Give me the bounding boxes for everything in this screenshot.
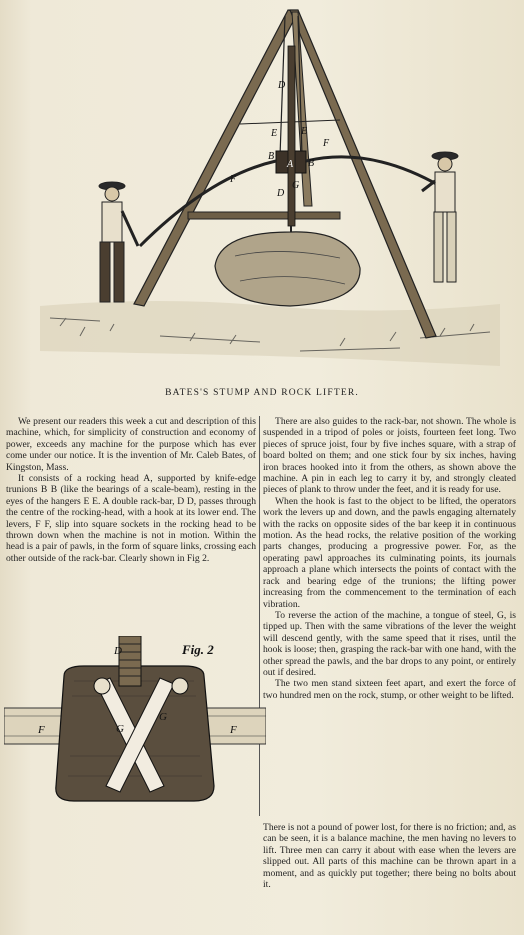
fig2-label-f-left: F: [38, 724, 45, 736]
label-g: G: [292, 180, 300, 191]
fig2-label-g-left: G: [116, 723, 124, 735]
fig2-label-g-right: G: [159, 711, 167, 723]
left-paragraph-1: We present our readers this week a cut and description of this machine, which, for simplicity of construction and economy of power, exceeds any machine for the purpose which has ever come under our notice. It is the invention of Mr. Caleb Bates, of Kingston, Mass.: [6, 416, 256, 473]
right-paragraph-2: When the hook is fast to the object to be lifted, the operators work the levers up and down, and the pawls engaging alternately with the racks on opposite sides of the bar keep it in continuous motion. As the head rocks, the relative position of the working parts changes, producing a progressive power. For, as the operating pawl approaches its culminating points, its journals approach a plane which intersects the points of contact with the rack and bearing edge of the trunions; the lifting power increasing from the commencement to the termination of each vibration.: [263, 495, 516, 610]
closing-paragraph-text: There is not a pound of power lost, for there is no friction; and, as can be seen, it is a balance machine, the men having no levers to lift. Three men can carry it about with ease when the levers are slipped out. All parts of this machine can be thrown apart in a moment, and as quickly put together; there being no bolts about it.: [263, 822, 516, 891]
right-operator-figure: [422, 152, 458, 282]
right-paragraph-3: To reverse the action of the machine, a tongue of steel, G, is tipped up. Then with the same vibrations of the lever the weight will descend gently, with the same speed that it rises, until the hook is loose; then, grasping the rack-bar with one hand, with the other spread the pawls, and the bar drops to any point, or entirely out if desired.: [263, 609, 516, 678]
label-f-left: F: [230, 174, 237, 185]
left-operator-figure: [99, 182, 138, 302]
label-d-lower: D: [277, 188, 285, 199]
right-column: [263, 416, 516, 701]
label-b-left: B: [268, 151, 275, 162]
label-b-right: B: [308, 158, 315, 169]
left-paragraph-2: It consists of a rocking head A, supported by knife-edge trunions B B (like the bearings of a scale-beam), resting in the eyes of the hangers E E. A double rack-bar, D D, passes through the centre of the rocking-head, with a hook at its lower end. The levers, F F, slip into square sockets in the rocking head to be thrown down when the machine is not in motion. Within the head is a pair of pawls, in the form of square links, crossing each other outside of the rack-bar. Clearly shown in Fig 2.: [6, 473, 256, 564]
fig-2-pawl-illustration: [4, 636, 266, 816]
label-f-right: F: [323, 138, 330, 149]
closing-paragraph: [263, 822, 516, 890]
label-a: A: [287, 159, 294, 170]
right-paragraph-1: There are also guides to the rack-bar, not shown. The whole is suspended in a tripod of poles or joists, fourteen feet long. Two pieces of spruce joist, four by five inches square, with a strap of board bolted on them; and one stick four by six inches, having iron braces hooked into it from the others, as shown above the machine. A pin in each leg to carry it by, and strongly cleated pieces of plank to throw under the feet, and it is ready for use.: [263, 416, 516, 496]
label-e-left: E: [271, 128, 278, 139]
fig2-title: Fig. 2: [182, 642, 214, 657]
fig2-label-f-right: F: [230, 724, 237, 736]
label-e-right: E: [301, 126, 308, 137]
stump-lifter-illustration: [40, 6, 500, 376]
left-column: [6, 416, 256, 564]
figure-caption: BATES'S STUMP AND ROCK LIFTER.: [165, 388, 359, 398]
fig2-label-d: D: [114, 645, 122, 657]
right-paragraph-4: The two men stand sixteen feet apart, and exert the force of two hundred men on the rock, stump, or other weight to be lifted.: [263, 678, 516, 701]
label-d-upper: D: [278, 80, 286, 91]
